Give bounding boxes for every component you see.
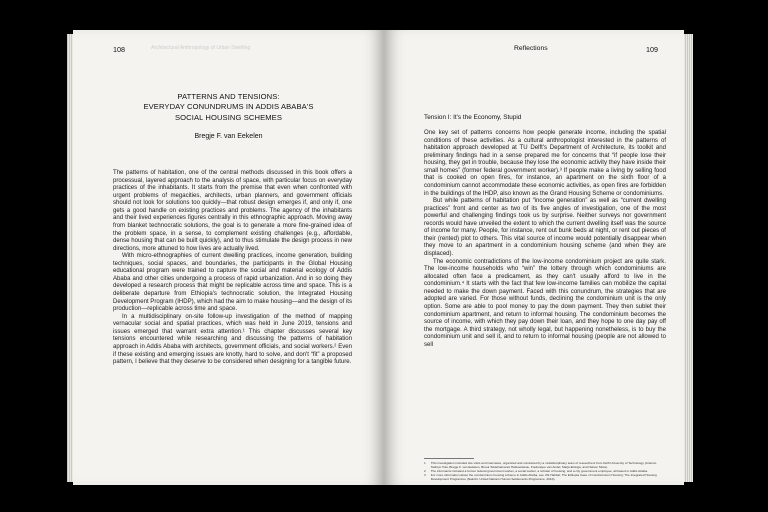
- footnote-text: For more information about the condominium housing scheme in Addis Ababa, see UN-Habitat, The Ethiopia Case of Condominium Housing: The Integrated Housing Development Programme (Nairobi: United Nations Human Settlements Programme, 2010).: [430, 472, 657, 481]
- chapter-author: Bregje F. van Eekelen: [194, 133, 263, 140]
- left-body-text: [113, 170, 352, 367]
- footnotes: [424, 462, 666, 482]
- right-page: [384, 30, 684, 485]
- left-page: [73, 30, 384, 485]
- footnote-number: 3: [424, 472, 426, 477]
- footnote: [424, 474, 666, 482]
- footnote-text: The informants included a former federal government worker, a social worker, a scholar of housing, and a city government employee, all based in Addis Ababa.: [430, 468, 648, 473]
- footnote-text: This investigation included site visits and interviews, organized and conducted by a multidisciplinary team of researchers from Delft University of Technology (Antonio Tashiyo Tola, Bregje F. van Eekelen, Brook Teklehaimanot Haileselassie, Frederique van Andel, Marja Elsinga, and Nelson Mota).: [430, 461, 657, 469]
- paragraph: With micro-ethnographies of current dwelling practices, income generation, building techniques, social spaces, and boundaries, the participants in the Global Housing educational program were trained to capture the social and material ecology of Addis Ababa and other cities undergoing a process of rapid urbanization. And in so doing they developed a research process that might be replicable across time and space. This is a deliberate departure from Ethiopia's technocratic solution, the Integrated Housing Development Program (IHDP), which had the aim to make housing—and the design of its production—replicable across time and space.: [113, 253, 352, 313]
- footnote-rule: [424, 458, 474, 459]
- paragraph: The economic contradictions of the low-income condominium project are quite stark. The low-income households who “win” the lottery through which condominiums are allocated often face a predicament, as they can't usually afford to live in the condominium.⁴ It starts with the fact that few low-income families can mobilize the capital needed to make the down payment. Faced with this conundrum, the strategies that are adopted are varied. For those without funds, declining the condominium unit is the only option. Some are able to pool money to pay the down payment. They then sublet their condominium apartment, and return to informal housing. The condominium becomes the source of income, with which they pay down their loan, and they hope to one day pay off the mortgage. A third strategy, not wholly legal, but happening nonetheless, is to buy the condominium unit and sell it, and to return to informal housing (people are not allowed to sell: [424, 258, 666, 348]
- page-number-left: 108: [113, 45, 125, 54]
- footnote-number: 2: [424, 468, 426, 473]
- chapter-title-line: SOCIAL HOUSING SCHEMES: [175, 112, 282, 122]
- running-head-left: Architectural Anthropology of Urban Dwelling: [151, 45, 251, 51]
- page-number-right: 109: [646, 45, 658, 54]
- paragraph: In a multidisciplinary on-site follow-up investigation of the method of mapping vernacular social and spatial practices, which was held in June 2019, tensions and issues emerged that warrant extra attention.¹ This chapter discusses several key tensions encountered while researching and discussing the patterns of habitation approach in Addis Ababa with architects, government officials, and social workers.² Even if these existing and emerging issues are knotty, hard to solve, and don't “fit” a proposed pattern, I believe that they deserve to be considered when designing for a tangible future.: [113, 313, 352, 366]
- chapter-title-line: PATTERNS AND TENSIONS:: [177, 92, 280, 101]
- section-heading: Tension I: It's the Economy, Stupid: [424, 114, 522, 121]
- running-head-right: Reflections: [514, 45, 548, 52]
- paragraph: The patterns of habitation, one of the central methods discussed in this book offers a processual, layered approach to the analysis of space, with particular focus on everyday practices of the inhabitants. It starts from the premise that even when confronted with urgent problems of megacities, architects, urban planners, and government officials should not look for solutions too quickly—that robust design emerges if, and only if, one gets a good handle on existing practices and problems. The agency of the inhabitants and their lived experiences figures centrally in this ethnographic approach. Moving away from blanket technocratic solutions, the goal is to generate a more fine-grained idea of the problem space, in a sense, to complement existing challenges (e.g., affordable, dense housing that can be built quickly), and to thus stimulate the design process in new directions, more attuned to how lives are actually lived.: [113, 170, 352, 252]
- footnote-number: 1: [424, 461, 426, 465]
- right-body-text: [424, 130, 666, 349]
- chapter-title: [73, 92, 384, 123]
- chapter-title-line: EVERYDAY CONUNDRUMS IN ADDIS ABABA'S: [143, 102, 314, 112]
- paragraph: One key set of patterns concerns how people generate income, including the spatial conditions of these activities. As a cultural anthropologist interested in the patterns of habitation approach developed at TU Delft's Department of Architecture, its toolkit and preliminary findings had in a sense prepared me for concerns that “if people lose their housing, they get in trouble, because they lose the economic activity they have inside their small homes” (former federal government worker).³ If people make a living by selling food that is cooked on open fires, for instance, an apartment on the sixth floor of a condominium cannot accommodate these economic activities, as open fires are forbidden in the buildings of the IHDP, also known as the Grand Housing Scheme or condominiums.: [424, 130, 666, 197]
- paragraph: But while patterns of habitation put “income generation” as well as “current dwelling practices” front and center as two of its five angles of investigation, one of the most powerful and challenging findings took us by surprise. Neither surveys nor government records would have unveiled the extent to which the current dwelling itself was the source of income for many. People, for instance, rent out bunk beds at night, or rent out pieces of their (rented) plot to others. This vital source of income would potentially disappear when they move to an apartment in a condominium housing scheme (and when they are displaced).: [424, 198, 666, 257]
- book-page-edges-right: [684, 34, 693, 482]
